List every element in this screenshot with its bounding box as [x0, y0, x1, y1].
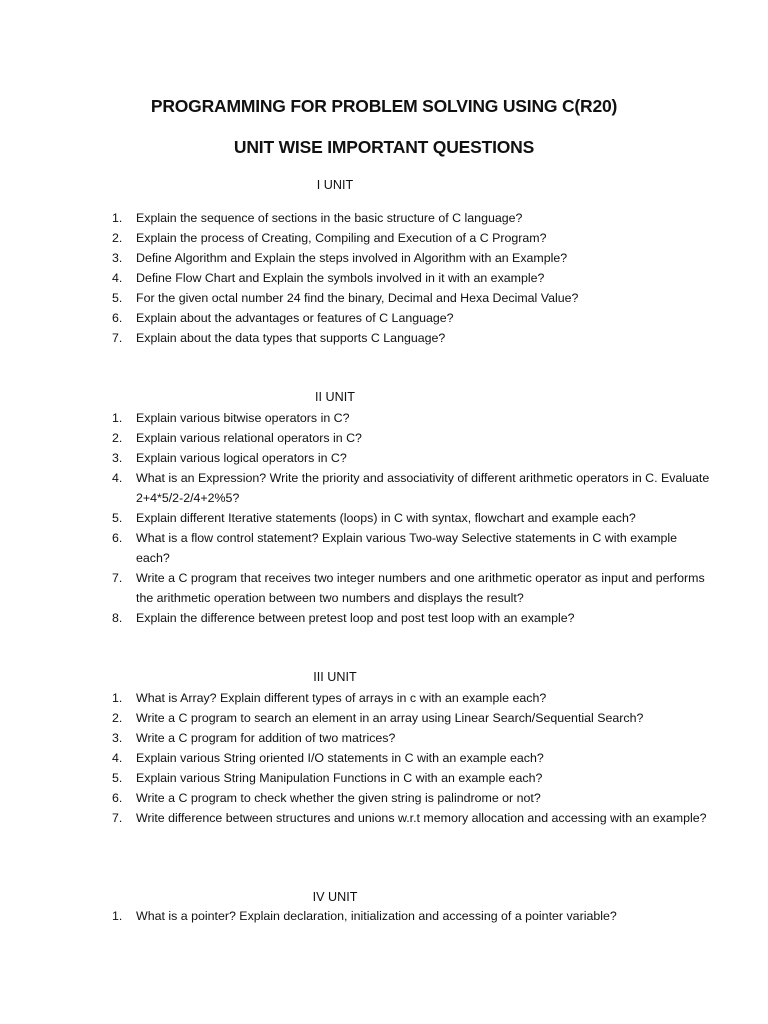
- item-number: 3.: [112, 251, 123, 265]
- item-number: 4.: [112, 471, 123, 485]
- question-text: Explain the sequence of sections in the basic structure of C language?: [136, 211, 523, 225]
- list-item: [110, 688, 710, 708]
- unit-heading: III UNIT: [313, 670, 357, 684]
- list-item: [110, 788, 710, 808]
- list-item: [110, 448, 710, 468]
- item-number: 2.: [112, 231, 123, 245]
- item-number: 1.: [112, 909, 123, 923]
- question-list: [110, 906, 710, 926]
- list-item: [110, 508, 710, 528]
- list-item: [110, 308, 710, 328]
- item-number: 1.: [112, 411, 123, 425]
- question-text: Write a C program for addition of two matrices?: [136, 731, 396, 745]
- question-list: [110, 208, 710, 348]
- list-item: [110, 468, 710, 508]
- question-text: Explain various bitwise operators in C?: [136, 411, 350, 425]
- item-number: 6.: [112, 791, 123, 805]
- question-text: Define Algorithm and Explain the steps involved in Algorithm with an Example?: [136, 251, 568, 265]
- question-text: Explain various String oriented I/O statements in C with an example each?: [136, 751, 544, 765]
- question-text: Explain about the advantages or features of C Language?: [136, 311, 454, 325]
- question-text: Write a C program that receives two integer numbers and one arithmetic operator as input and performs the arithmetic operation between two numbers and displays the result?: [136, 571, 705, 605]
- question-text: Write a C program to search an element in an array using Linear Search/Sequential Search?: [136, 711, 644, 725]
- list-item: [110, 408, 710, 428]
- question-text: Explain different Iterative statements (loops) in C with syntax, flowchart and example each?: [136, 511, 636, 525]
- question-text: Explain the process of Creating, Compiling and Execution of a C Program?: [136, 231, 547, 245]
- question-text: Explain various logical operators in C?: [136, 451, 347, 465]
- item-number: 4.: [112, 271, 123, 285]
- item-number: 5.: [112, 771, 123, 785]
- question-text: Explain various String Manipulation Functions in C with an example each?: [136, 771, 543, 785]
- question-text: Explain the difference between pretest loop and post test loop with an example?: [136, 611, 575, 625]
- question-text: What is a flow control statement? Explain various Two-way Selective statements in C with example each?: [136, 531, 678, 565]
- item-number: 5.: [112, 511, 123, 525]
- list-item: [110, 328, 710, 348]
- question-text: What is a pointer? Explain declaration, initialization and accessing of a pointer variable?: [136, 909, 617, 923]
- question-text: Explain various relational operators in C?: [136, 431, 362, 445]
- question-list: [110, 688, 710, 828]
- item-number: 3.: [112, 451, 123, 465]
- item-number: 2.: [112, 711, 123, 725]
- item-number: 5.: [112, 291, 123, 305]
- list-item: [110, 808, 710, 828]
- item-number: 7.: [112, 811, 123, 825]
- list-item: [110, 728, 710, 748]
- list-item: [110, 608, 710, 628]
- list-item: [110, 248, 710, 268]
- item-number: 8.: [112, 611, 123, 625]
- item-number: 6.: [112, 311, 123, 325]
- item-number: 1.: [112, 211, 123, 225]
- item-number: 7.: [112, 571, 123, 585]
- question-text: What is Array? Explain different types of arrays in c with an example each?: [136, 691, 547, 705]
- unit-heading: II UNIT: [315, 390, 355, 404]
- question-text: For the given octal number 24 find the binary, Decimal and Hexa Decimal Value?: [136, 291, 579, 305]
- list-item: [110, 748, 710, 768]
- list-item: [110, 208, 710, 228]
- question-text: Write difference between structures and unions w.r.t memory allocation and accessing with an example?: [136, 811, 707, 825]
- list-item: [110, 288, 710, 308]
- list-item: [110, 228, 710, 248]
- document-title: PROGRAMMING FOR PROBLEM SOLVING USING C(R20): [150, 96, 618, 116]
- question-text: What is an Expression? Write the priority and associativity of different arithmetic operators in C. Evaluate 2+4*5/2-2/4+2%5?: [136, 471, 710, 505]
- list-item: [110, 528, 710, 568]
- list-item: [110, 708, 710, 728]
- list-item: [110, 428, 710, 448]
- item-number: 2.: [112, 431, 123, 445]
- list-item: [110, 268, 710, 288]
- item-number: 4.: [112, 751, 123, 765]
- question-list: [110, 408, 710, 628]
- document-subtitle: UNIT WISE IMPORTANT QUESTIONS: [233, 137, 535, 157]
- list-item: [110, 906, 710, 926]
- item-number: 1.: [112, 691, 123, 705]
- item-number: 6.: [112, 531, 123, 545]
- question-text: Write a C program to check whether the given string is palindrome or not?: [136, 791, 541, 805]
- list-item: [110, 768, 710, 788]
- unit-heading: I UNIT: [316, 178, 354, 192]
- unit-heading: IV UNIT: [312, 890, 358, 904]
- question-text: Explain about the data types that supports C Language?: [136, 331, 446, 345]
- item-number: 7.: [112, 331, 123, 345]
- item-number: 3.: [112, 731, 123, 745]
- question-text: Define Flow Chart and Explain the symbols involved in it with an example?: [136, 271, 545, 285]
- list-item: [110, 568, 710, 608]
